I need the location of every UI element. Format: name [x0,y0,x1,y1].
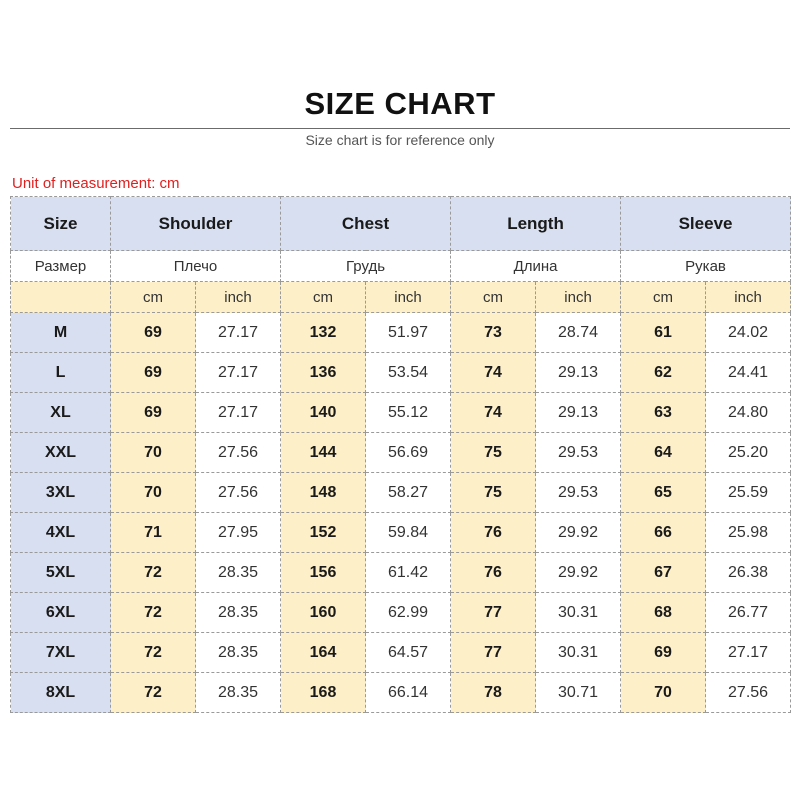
table-row [11,433,791,473]
inch-value: 26.38 [706,553,791,593]
inch-value: 26.77 [706,593,791,633]
cm-value: 70 [111,433,196,473]
size-label: 4XL [11,513,111,553]
unit-cm: cm [111,282,196,313]
inch-value: 55.12 [366,393,451,433]
cm-value: 70 [111,473,196,513]
cm-value: 71 [111,513,196,553]
size-label: XL [11,393,111,433]
cm-value: 65 [621,473,706,513]
title-divider [10,128,790,129]
inch-value: 59.84 [366,513,451,553]
inch-value: 27.56 [706,673,791,713]
cm-value: 148 [281,473,366,513]
unit-inch: inch [366,282,451,313]
cm-value: 76 [451,553,536,593]
unit-cm: cm [621,282,706,313]
cm-value: 144 [281,433,366,473]
cm-value: 69 [621,633,706,673]
inch-value: 66.14 [366,673,451,713]
inch-value: 27.17 [196,353,281,393]
inch-value: 25.59 [706,473,791,513]
table-row [11,673,791,713]
inch-value: 29.13 [536,393,621,433]
cm-value: 74 [451,393,536,433]
inch-value: 53.54 [366,353,451,393]
cm-value: 76 [451,513,536,553]
size-label: 5XL [11,553,111,593]
cm-value: 152 [281,513,366,553]
unit-inch: inch [706,282,791,313]
inch-value: 28.35 [196,673,281,713]
inch-value: 28.35 [196,593,281,633]
cm-value: 136 [281,353,366,393]
cm-value: 67 [621,553,706,593]
header-shoulder: Shoulder [111,197,281,251]
table-row [11,513,791,553]
inch-value: 24.02 [706,313,791,353]
inch-value: 29.92 [536,513,621,553]
inch-value: 29.92 [536,553,621,593]
inch-value: 61.42 [366,553,451,593]
unit-cm: cm [281,282,366,313]
unit-inch: inch [196,282,281,313]
ru-chest: Грудь [281,251,451,282]
size-label: 7XL [11,633,111,673]
header-size: Size [11,197,111,251]
unit-note: Unit of measurement: cm [12,175,180,192]
ru-sleeve: Рукав [621,251,791,282]
inch-value: 27.17 [196,393,281,433]
inch-value: 25.20 [706,433,791,473]
cm-value: 160 [281,593,366,633]
table-row [11,473,791,513]
inch-value: 30.31 [536,633,621,673]
cm-value: 61 [621,313,706,353]
table-row [11,633,791,673]
inch-value: 62.99 [366,593,451,633]
header-sleeve: Sleeve [621,197,791,251]
ru-size: Размер [11,251,111,282]
cm-value: 168 [281,673,366,713]
unit-row [11,282,791,313]
cm-value: 164 [281,633,366,673]
ru-length: Длина [451,251,621,282]
cm-value: 72 [111,633,196,673]
size-label: M [11,313,111,353]
ru-shoulder: Плечо [111,251,281,282]
inch-value: 51.97 [366,313,451,353]
cm-value: 77 [451,633,536,673]
inch-value: 24.80 [706,393,791,433]
cm-value: 69 [111,353,196,393]
cm-value: 156 [281,553,366,593]
cm-value: 70 [621,673,706,713]
size-label: 3XL [11,473,111,513]
size-label: XXL [11,433,111,473]
unit-cm: cm [451,282,536,313]
size-table [10,196,791,713]
unit-blank [11,282,111,313]
table-row [11,393,791,433]
cm-value: 68 [621,593,706,633]
cm-value: 140 [281,393,366,433]
table-row [11,593,791,633]
russian-header-row [11,251,791,282]
inch-value: 25.98 [706,513,791,553]
cm-value: 72 [111,593,196,633]
cm-value: 72 [111,673,196,713]
inch-value: 29.53 [536,433,621,473]
cm-value: 77 [451,593,536,633]
cm-value: 72 [111,553,196,593]
size-label: 6XL [11,593,111,633]
inch-value: 24.41 [706,353,791,393]
inch-value: 27.56 [196,473,281,513]
unit-inch: inch [536,282,621,313]
table-row [11,313,791,353]
cm-value: 69 [111,393,196,433]
inch-value: 30.31 [536,593,621,633]
cm-value: 66 [621,513,706,553]
inch-value: 29.13 [536,353,621,393]
size-label: 8XL [11,673,111,713]
cm-value: 63 [621,393,706,433]
size-label: L [11,353,111,393]
inch-value: 58.27 [366,473,451,513]
cm-value: 132 [281,313,366,353]
cm-value: 69 [111,313,196,353]
inch-value: 28.35 [196,633,281,673]
table-row [11,553,791,593]
inch-value: 27.95 [196,513,281,553]
cm-value: 74 [451,353,536,393]
inch-value: 28.35 [196,553,281,593]
header-chest: Chest [281,197,451,251]
inch-value: 30.71 [536,673,621,713]
page-title: SIZE CHART [304,86,496,121]
inch-value: 28.74 [536,313,621,353]
cm-value: 62 [621,353,706,393]
cm-value: 73 [451,313,536,353]
header-length: Length [451,197,621,251]
inch-value: 27.17 [706,633,791,673]
cm-value: 75 [451,473,536,513]
header-row [11,197,791,251]
inch-value: 27.17 [196,313,281,353]
inch-value: 27.56 [196,433,281,473]
inch-value: 64.57 [366,633,451,673]
table-row [11,353,791,393]
cm-value: 64 [621,433,706,473]
cm-value: 75 [451,433,536,473]
page-subtitle: Size chart is for reference only [305,132,495,148]
inch-value: 56.69 [366,433,451,473]
cm-value: 78 [451,673,536,713]
inch-value: 29.53 [536,473,621,513]
